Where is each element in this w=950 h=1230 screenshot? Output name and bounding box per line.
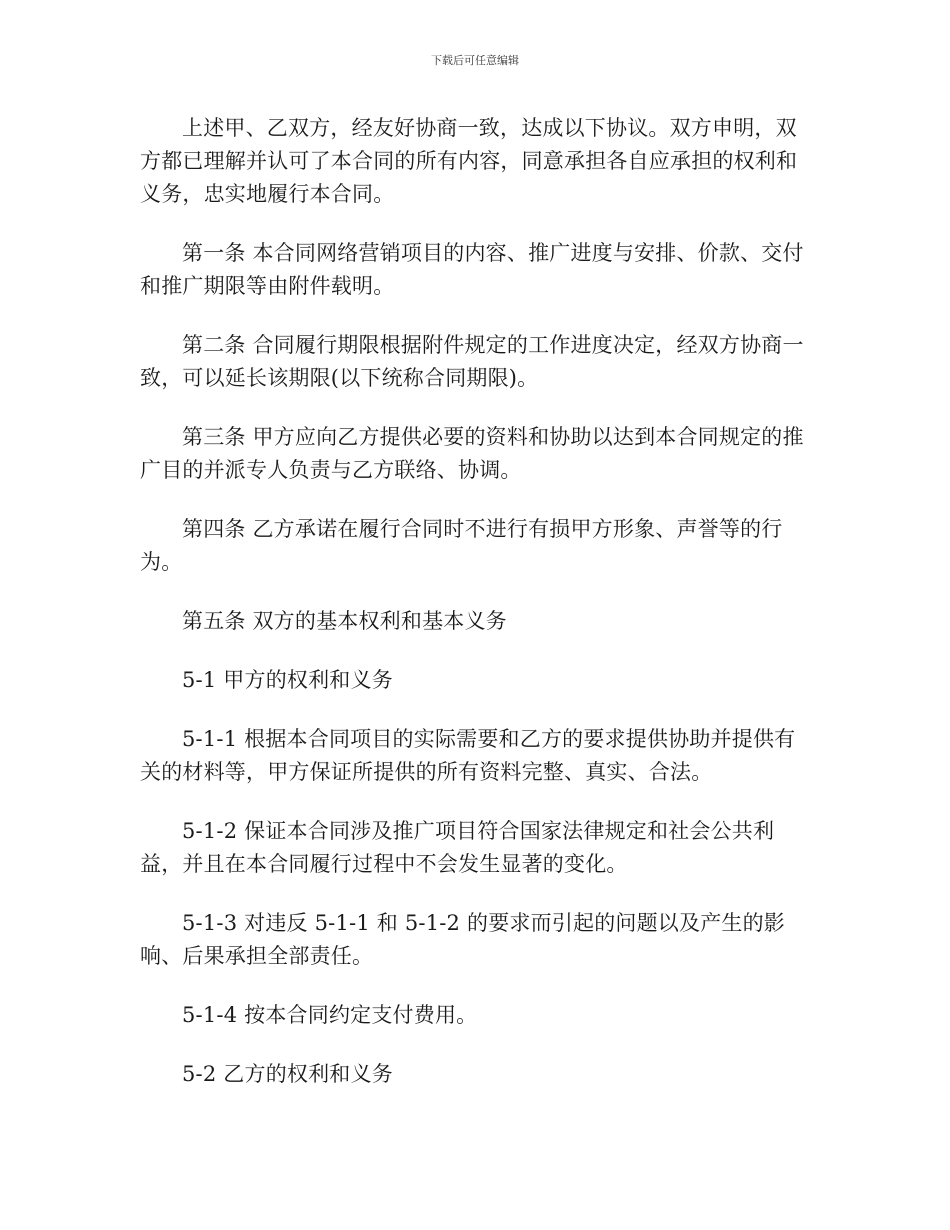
paragraph-5-1-2: 5-1-2 保证本合同涉及推广项目符合国家法律规定和社会公共利益，并且在本合同履行过程中不会发生显著的变化。	[140, 819, 775, 876]
paragraph-5-1-1: 5-1-1 根据本合同项目的实际需要和乙方的要求提供协助并提供有关的材料等，甲方保证所提供的所有资料完整、真实、合法。	[140, 727, 796, 784]
paragraph-5-1-4: 5-1-4 按本合同约定支付费用。	[182, 1003, 478, 1027]
paragraph-article-1: 第一条 本合同网络营销项目的内容、推广进度与安排、价款、交付和推广期限等由附件载明。	[140, 241, 804, 298]
paragraph-article-4: 第四条 乙方承诺在履行合同时不进行有损甲方形象、声誉等的行为。	[140, 517, 783, 574]
paragraph-5-1: 5-1 甲方的权利和义务	[182, 668, 393, 692]
paragraph-5-2: 5-2 乙方的权利和义务	[182, 1062, 393, 1086]
paragraph-article-5: 第五条 双方的基本权利和基本义务	[182, 609, 507, 633]
paragraph-article-3: 第三条 甲方应向乙方提供必要的资料和协助以达到本合同规定的推广目的并派专人负责与乙方联络、协调。	[140, 425, 804, 482]
download-note: 下载后可任意编辑	[431, 54, 519, 67]
contract-body	[140, 112, 812, 1091]
paragraph-intro: 上述甲、乙双方，经友好协商一致，达成以下协议。双方申明，双方都已理解并认可了本合同的所有内容，同意承担各自应承担的权利和义务，忠实地履行本合同。	[140, 116, 798, 206]
paragraph-article-2: 第二条 合同履行期限根据附件规定的工作进度决定，经双方协商一致，可以延长该期限(以下统称合同期限)。	[140, 333, 804, 390]
paragraph-5-1-3: 5-1-3 对违反 5-1-1 和 5-1-2 的要求而引起的问题以及产生的影响、后果承担全部责任。	[140, 911, 785, 968]
